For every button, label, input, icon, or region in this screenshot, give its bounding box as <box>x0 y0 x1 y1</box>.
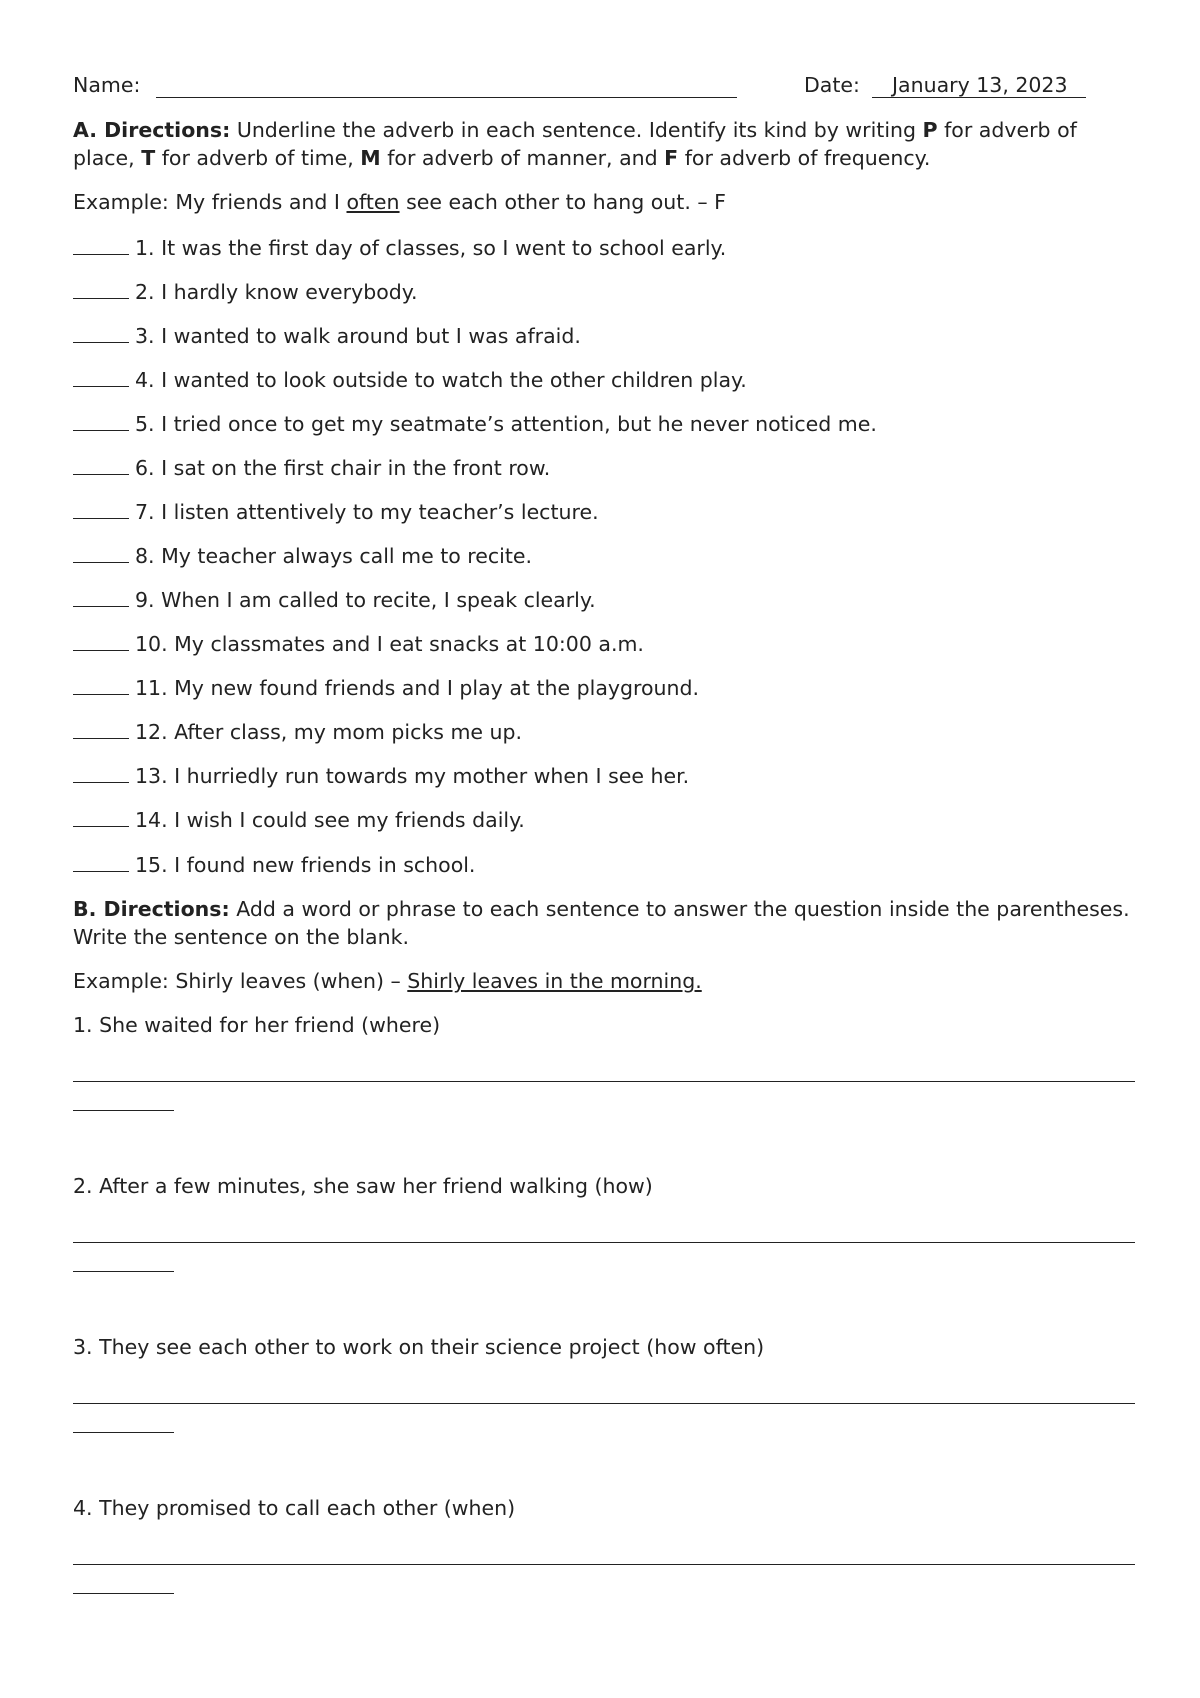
list-item <box>73 410 877 437</box>
directions-text: Add a word or phrase to each sentence to answer the question inside the parentheses. Write the sentence on the blank. <box>73 897 1130 949</box>
date-value: January 13, 2023 <box>892 73 1068 97</box>
item-text: 1. It was the first day of classes, so I went to school early. <box>135 236 727 260</box>
example-text: Example: Shirly leaves (when) – <box>73 969 408 993</box>
item-text: 2. I hardly know everybody. <box>135 280 418 304</box>
example-text: Example: My friends and I <box>73 190 347 214</box>
directions-text: Underline the adverb in each sentence. Identify its kind by writing <box>230 118 923 142</box>
section-b-question <box>73 1334 764 1360</box>
answer-blank[interactable] <box>73 322 129 343</box>
section-a-heading: A. Directions: <box>73 118 231 142</box>
section-a-directions <box>73 116 1133 172</box>
list-item <box>73 542 532 569</box>
answer-line[interactable] <box>73 1403 1135 1404</box>
list-item <box>73 234 726 261</box>
item-text: 7. I listen attentively to my teacher’s lecture. <box>135 500 599 524</box>
answer-line[interactable] <box>73 1432 174 1433</box>
section-b-question <box>73 1173 653 1199</box>
list-item <box>73 630 644 657</box>
date-underline <box>872 97 1086 98</box>
answer-line[interactable] <box>73 1564 1135 1565</box>
section-b-directions <box>73 895 1133 951</box>
answer-blank[interactable] <box>73 806 129 827</box>
section-b-example <box>73 968 702 994</box>
list-item <box>73 806 525 833</box>
code-time: T <box>141 146 156 170</box>
question-text: 3. They see each other to work on their science project (how often) <box>73 1335 765 1359</box>
list-item <box>73 278 418 305</box>
answer-blank[interactable] <box>73 630 129 651</box>
answer-blank[interactable] <box>73 454 129 475</box>
item-text: 10. My classmates and I eat snacks at 10:00 a.m. <box>135 632 644 656</box>
item-text: 4. I wanted to look outside to watch the other children play. <box>135 368 747 392</box>
section-b-question <box>73 1012 440 1038</box>
code-place: P <box>922 118 938 142</box>
item-text: 15. I found new friends in school. <box>135 853 476 877</box>
item-text: 6. I sat on the first chair in the front row. <box>135 456 551 480</box>
list-item <box>73 322 581 349</box>
answer-blank[interactable] <box>73 851 129 872</box>
example-answer: Shirly leaves in the morning. <box>407 969 702 993</box>
item-text: 11. My new found friends and I play at the playground. <box>135 676 700 700</box>
item-text: 9. When I am called to recite, I speak clearly. <box>135 588 596 612</box>
list-item <box>73 586 596 613</box>
question-text: 1. She waited for her friend (where) <box>73 1013 441 1037</box>
answer-blank[interactable] <box>73 498 129 519</box>
directions-text: for adverb of manner, and <box>380 146 665 170</box>
answer-blank[interactable] <box>73 762 129 783</box>
list-item <box>73 366 747 393</box>
item-text: 3. I wanted to walk around but I was afraid. <box>135 324 581 348</box>
list-item <box>73 851 475 878</box>
list-item <box>73 718 522 745</box>
list-item <box>73 454 550 481</box>
answer-blank[interactable] <box>73 542 129 563</box>
question-text: 2. After a few minutes, she saw her friend walking (how) <box>73 1174 653 1198</box>
section-b-question <box>73 1495 515 1521</box>
question-text: 4. They promised to call each other (when) <box>73 1496 516 1520</box>
answer-line[interactable] <box>73 1110 174 1111</box>
item-text: 12. After class, my mom picks me up. <box>135 720 523 744</box>
example-adverb: often <box>346 190 400 214</box>
example-text: see each other to hang out. – F <box>399 190 726 214</box>
code-manner: M <box>360 146 381 170</box>
answer-line[interactable] <box>73 1593 174 1594</box>
date-label: Date: <box>804 73 860 97</box>
item-text: 8. My teacher always call me to recite. <box>135 544 533 568</box>
answer-blank[interactable] <box>73 586 129 607</box>
list-item <box>73 498 599 525</box>
section-a-example <box>73 189 726 215</box>
code-frequency: F <box>664 146 679 170</box>
name-blank[interactable] <box>156 97 737 98</box>
answer-line[interactable] <box>73 1271 174 1272</box>
item-text: 5. I tried once to get my seatmate’s attention, but he never noticed me. <box>135 412 877 436</box>
answer-blank[interactable] <box>73 410 129 431</box>
answer-line[interactable] <box>73 1242 1135 1243</box>
directions-text: for adverb of place, <box>73 118 1077 170</box>
list-item <box>73 674 699 701</box>
section-b-heading: B. Directions: <box>73 897 230 921</box>
directions-text: for adverb of frequency. <box>678 146 931 170</box>
name-label: Name: <box>73 73 141 97</box>
directions-text: for adverb of time, <box>155 146 361 170</box>
answer-blank[interactable] <box>73 718 129 739</box>
answer-blank[interactable] <box>73 674 129 695</box>
answer-blank[interactable] <box>73 366 129 387</box>
list-item <box>73 762 689 789</box>
answer-blank[interactable] <box>73 278 129 299</box>
item-text: 13. I hurriedly run towards my mother when I see her. <box>135 764 690 788</box>
answer-line[interactable] <box>73 1081 1135 1082</box>
answer-blank[interactable] <box>73 234 129 255</box>
item-text: 14. I wish I could see my friends daily. <box>135 808 525 832</box>
